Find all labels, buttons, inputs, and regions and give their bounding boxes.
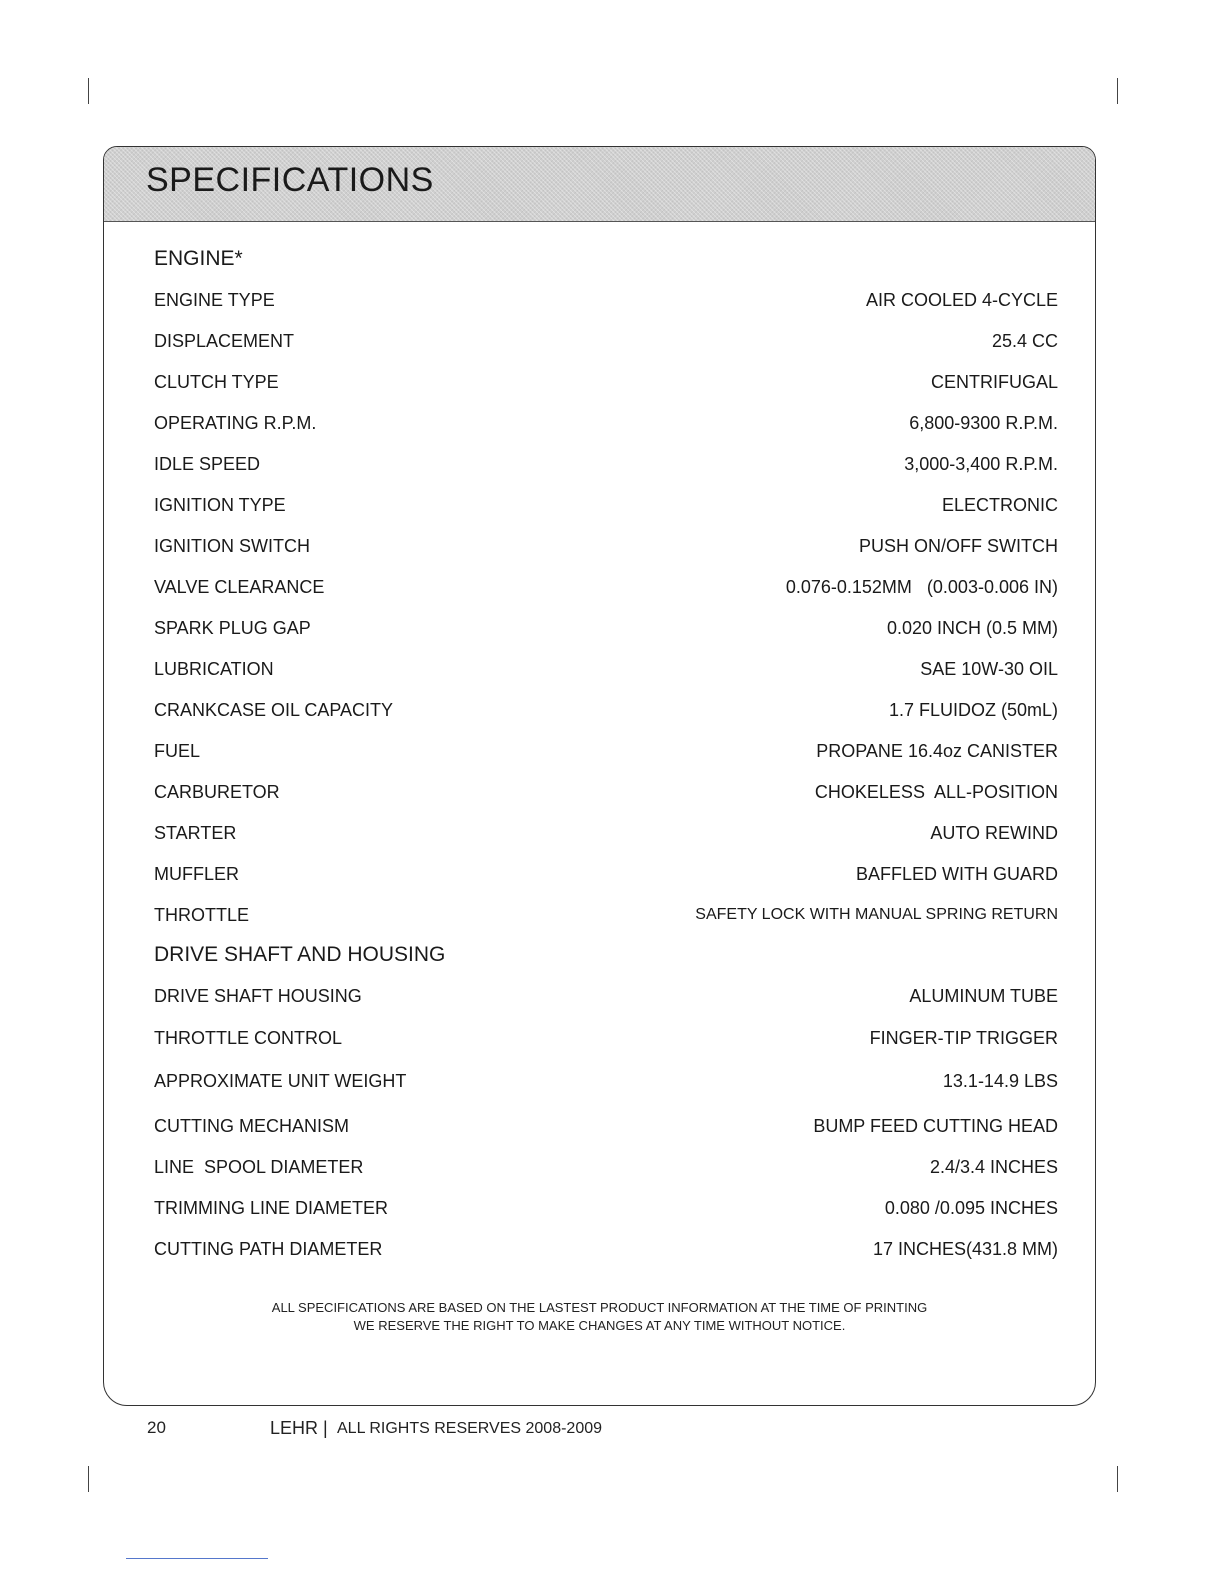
spec-value: CENTRIFUGAL bbox=[930, 372, 1058, 392]
spec-row bbox=[154, 370, 1058, 394]
spec-value: SAE 10W-30 OIL bbox=[920, 659, 1058, 679]
spec-label: FUEL bbox=[154, 741, 201, 761]
spec-value: SAFETY LOCK WITH MANUAL SPRING RETURN bbox=[695, 906, 1058, 923]
brand-name: LEHR | bbox=[270, 1418, 328, 1438]
section-heading-engine: ENGINE* bbox=[154, 247, 243, 270]
spec-row bbox=[154, 657, 1058, 681]
spec-label: APPROXIMATE UNIT WEIGHT bbox=[154, 1071, 407, 1091]
crop-mark-bottom-left bbox=[88, 1466, 89, 1492]
spec-value: BUMP FEED CUTTING HEAD bbox=[813, 1116, 1058, 1136]
spec-row bbox=[154, 616, 1058, 640]
spec-label: STARTER bbox=[154, 823, 237, 843]
spec-label: CUTTING MECHANISM bbox=[154, 1116, 349, 1136]
spec-value: 2.4/3.4 INCHES bbox=[929, 1157, 1058, 1177]
spec-label: CUTTING PATH DIAMETER bbox=[154, 1239, 383, 1259]
spec-label: OPERATING R.P.M. bbox=[154, 413, 317, 433]
spec-label: LUBRICATION bbox=[154, 659, 274, 679]
spec-row bbox=[154, 1237, 1058, 1261]
spec-label: CLUTCH TYPE bbox=[154, 372, 279, 392]
spec-value: 17 INCHES(431.8 MM) bbox=[872, 1239, 1058, 1259]
disclaimer-line: WE RESERVE THE RIGHT TO MAKE CHANGES AT ANY TIME WITHOUT NOTICE. bbox=[353, 1318, 846, 1333]
spec-row bbox=[154, 411, 1058, 435]
spec-row bbox=[154, 1026, 1058, 1050]
spec-label: IDLE SPEED bbox=[154, 454, 261, 474]
spec-label: IGNITION TYPE bbox=[154, 495, 286, 515]
spec-label: MUFFLER bbox=[154, 864, 239, 884]
spec-value: AIR COOLED 4-CYCLE bbox=[865, 290, 1058, 310]
spec-value: ALUMINUM TUBE bbox=[909, 986, 1058, 1006]
crop-mark-top-right bbox=[1117, 78, 1118, 104]
spec-row bbox=[154, 821, 1058, 845]
spec-value: 1.7 FLUIDOZ (50mL) bbox=[888, 700, 1058, 720]
spec-row bbox=[154, 575, 1058, 599]
crop-mark-top-left bbox=[88, 78, 89, 104]
spec-row bbox=[154, 780, 1058, 804]
spec-label: THROTTLE CONTROL bbox=[154, 1028, 343, 1048]
spec-row bbox=[154, 1155, 1058, 1179]
spec-row bbox=[154, 903, 1058, 927]
spec-row bbox=[154, 1196, 1058, 1220]
spec-value: 0.076-0.152MM (0.003-0.006 IN) bbox=[785, 577, 1058, 597]
spec-value: 3,000-3,400 R.P.M. bbox=[904, 454, 1058, 474]
section-heading-drive-shaft: DRIVE SHAFT AND HOUSING bbox=[154, 943, 446, 966]
spec-row bbox=[154, 493, 1058, 517]
spec-row bbox=[154, 452, 1058, 476]
spec-row bbox=[154, 534, 1058, 558]
spec-value: 6,800-9300 R.P.M. bbox=[909, 413, 1058, 433]
spec-value: 13.1-14.9 LBS bbox=[942, 1071, 1058, 1091]
spec-value: 0.080 /0.095 INCHES bbox=[884, 1198, 1058, 1218]
spec-row bbox=[154, 329, 1058, 353]
spec-row bbox=[154, 1114, 1058, 1138]
disclaimer bbox=[104, 1299, 1095, 1335]
spec-label: SPARK PLUG GAP bbox=[154, 618, 311, 638]
disclaimer-line: ALL SPECIFICATIONS ARE BASED ON THE LASTEST PRODUCT INFORMATION AT THE TIME OF PRINTING bbox=[271, 1300, 928, 1315]
spec-label: CRANKCASE OIL CAPACITY bbox=[154, 700, 394, 720]
spec-value: AUTO REWIND bbox=[930, 823, 1058, 843]
spec-label: DISPLACEMENT bbox=[154, 331, 295, 351]
specifications-panel bbox=[103, 146, 1096, 1406]
scan-artifact-rule bbox=[126, 1558, 268, 1559]
spec-row bbox=[154, 739, 1058, 763]
spec-label: LINE SPOOL DIAMETER bbox=[154, 1157, 364, 1177]
copyright-notice: ALL RIGHTS RESERVES 2008-2009 bbox=[337, 1420, 603, 1437]
spec-value: FINGER-TIP TRIGGER bbox=[869, 1028, 1058, 1048]
page-number: 20 bbox=[147, 1418, 166, 1437]
spec-row bbox=[154, 862, 1058, 886]
spec-row bbox=[154, 698, 1058, 722]
spec-value: ELECTRONIC bbox=[941, 495, 1058, 515]
spec-row bbox=[154, 1069, 1058, 1093]
spec-label: CARBURETOR bbox=[154, 782, 280, 802]
spec-label: VALVE CLEARANCE bbox=[154, 577, 325, 597]
spec-value: CHOKELESS ALL-POSITION bbox=[814, 782, 1058, 802]
panel-header bbox=[104, 147, 1095, 222]
spec-label: ENGINE TYPE bbox=[154, 290, 275, 310]
spec-label: THROTTLE bbox=[154, 905, 250, 925]
spec-label: IGNITION SWITCH bbox=[154, 536, 310, 556]
spec-label: TRIMMING LINE DIAMETER bbox=[154, 1198, 389, 1218]
crop-mark-bottom-right bbox=[1117, 1466, 1118, 1492]
spec-row bbox=[154, 984, 1058, 1008]
page-title: SPECIFICATIONS bbox=[146, 161, 434, 199]
spec-value: BAFFLED WITH GUARD bbox=[855, 864, 1058, 884]
spec-value: PUSH ON/OFF SWITCH bbox=[859, 536, 1058, 556]
spec-value: PROPANE 16.4oz CANISTER bbox=[816, 741, 1058, 761]
spec-value: 0.020 INCH (0.5 MM) bbox=[886, 618, 1058, 638]
spec-value: 25.4 CC bbox=[991, 331, 1058, 351]
spec-label: DRIVE SHAFT HOUSING bbox=[154, 986, 362, 1006]
spec-row bbox=[154, 288, 1058, 312]
